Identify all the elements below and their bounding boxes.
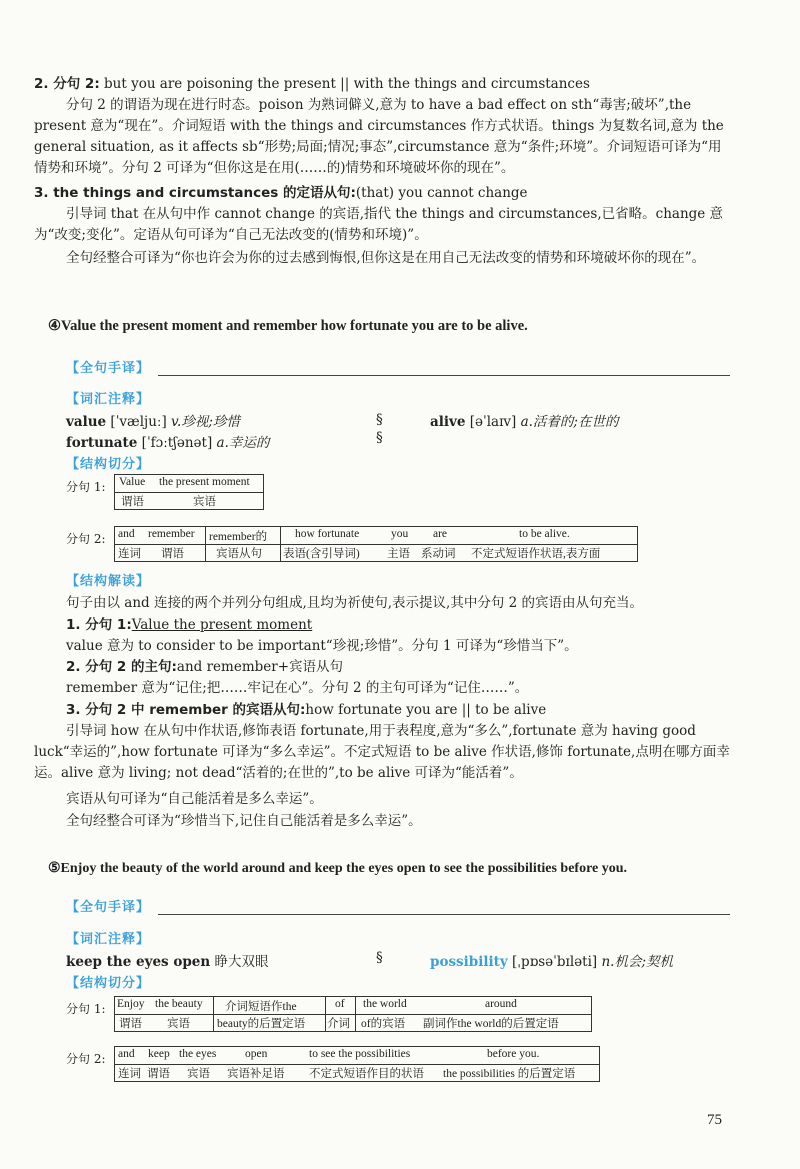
page-number: 75 xyxy=(707,1112,722,1128)
paragraph: 引导词 that 在从句中作 cannot change 的宾语,指代 the things and circumstances,已省略。change 意为“改变;变化”。定语从句可译为“自己无法改变的(情势和环境)”。 xyxy=(34,206,724,243)
section-separator-icon: § xyxy=(376,950,383,966)
section-separator-icon: § xyxy=(376,430,383,446)
tag-structure: 【结构切分】 xyxy=(66,457,151,472)
section-separator-icon: § xyxy=(376,412,383,428)
translation-write-line[interactable] xyxy=(158,914,730,915)
sub-heading: 2. 分句 2 的主句:and remember+宾语从句 xyxy=(66,659,344,675)
clause1-diagram: Value the present moment 谓语 宾语 xyxy=(114,474,264,510)
tag-vocab: 【词汇注释】 xyxy=(66,932,151,947)
paragraph: 句子由以 and 连接的两个并列分句组成,且均为祈使句,表示提议,其中分句 2 的宾语由从句充当。 xyxy=(66,595,644,611)
vocab-item: alive [əˈlaɪv] a.活着的;在世的 xyxy=(430,414,619,430)
vocab-item: possibility [ˌpɒsəˈbɪləti] n.机会;契机 xyxy=(430,954,673,970)
attr-clause-text: (that) you cannot change xyxy=(355,185,528,201)
sub-heading: 1. 分句 1:Value the present moment xyxy=(66,617,313,633)
paragraph: value 意为 to consider to be important“珍视;珍惜”。分句 1 可译为“珍惜当下”。 xyxy=(66,638,578,654)
sub-heading: 3. 分句 2 中 remember 的宾语从句:how fortunate you are || to be alive xyxy=(66,702,547,718)
clause-label: 分句 2: xyxy=(66,532,106,546)
clause2-diagram: and remember 连词 谓语 remember的 宾语从句 how fortunate you are to be alive. 表语(含引导词) 主语 系动词 不定式短语作状语,表方面 xyxy=(114,526,638,562)
vocab-item: fortunate [ˈfɔːtʃənət] a.幸运的 xyxy=(66,435,270,451)
heading-attributive-clause: 3. the things and circumstances 的定语从句:(that) you cannot change xyxy=(34,185,528,201)
tag-full-translation: 【全句手译】 xyxy=(66,361,151,376)
tag-full-translation: 【全句手译】 xyxy=(66,900,151,915)
clause-label: 分句 1: xyxy=(66,480,106,494)
clause-label: 分句 2: xyxy=(66,1052,106,1066)
clause-label: 分句 1: xyxy=(66,1002,106,1016)
paragraph: 全句经整合可译为“你也许会为你的过去感到悔恨,但你这是在用自己无法改变的情势和环境破坏你的现在”。 xyxy=(66,250,706,266)
vocab-item: value [ˈvæljuː] v.珍视;珍惜 xyxy=(66,414,240,430)
translation-write-line[interactable] xyxy=(158,375,730,376)
s5-clause2-diagram: and keep the eyes open to see the possibilities before you. 连词 谓语 宾语 宾语补足语 不定式短语作目的状语 the possibilities 的后置定语 xyxy=(114,1046,600,1082)
paragraph: remember 意为“记住;把……牢记在心”。分句 2 的主句可译为“记住……”。 xyxy=(66,680,529,696)
sentence-5-title: ⑤Enjoy the beauty of the world around and keep the eyes open to see the possibilities before you. xyxy=(48,861,628,876)
s5-clause1-diagram: Enjoy the beauty 谓语 宾语 介词短语作the beauty的后置定语 of the world around 介词 of的宾语 副词作the world的后置定语 xyxy=(114,996,592,1032)
paragraph: 全句经整合可译为“珍惜当下,记住自己能活着是多么幸运”。 xyxy=(66,813,422,829)
sentence-4-title: ④Value the present moment and remember how fortunate you are to be alive. xyxy=(48,318,528,334)
tag-structure-reading: 【结构解读】 xyxy=(66,574,151,589)
vocab-item: keep the eyes open 睁大双眼 xyxy=(66,954,269,970)
tag-vocab: 【词汇注释】 xyxy=(66,392,151,407)
paragraph: 引导词 how 在从句中作状语,修饰表语 fortunate,用于表程度,意为“多么”,fortunate 意为 having good luck“幸运的”,how fortunate 可译为“多么幸运”。不定式短语 to be alive 作状语,修饰 fortunate,点明在哪方面幸运。alive 意为 living; not dead“活着的;在世的”,to be alive 可译为“能活着”。 xyxy=(34,723,730,781)
tag-structure: 【结构切分】 xyxy=(66,976,151,991)
clause2-sentence: but you are poisoning the present || with the things and circumstances xyxy=(104,76,590,92)
heading-clause2: 2. 分句 2: but you are poisoning the present || with the things and circumstances xyxy=(34,76,590,92)
paragraph: 宾语从句可译为“自己能活着是多么幸运”。 xyxy=(66,791,323,807)
paragraph: 分句 2 的谓语为现在进行时态。poison 为熟词僻义,意为 to have a bad effect on sth“毒害;破坏”,the present 意为“现在”。介词短语 with the things and circumstances 作方式状语。things 为复数名词,意为 the general situation, as it affects sb“形势;局面;情况;事态”,circumstance 意为“条件;环境”。介词短语可译为“用情势和环境”。分句 2 可译为“但你这是在用(……的)情势和环境破坏你的现在”。 xyxy=(34,97,724,176)
